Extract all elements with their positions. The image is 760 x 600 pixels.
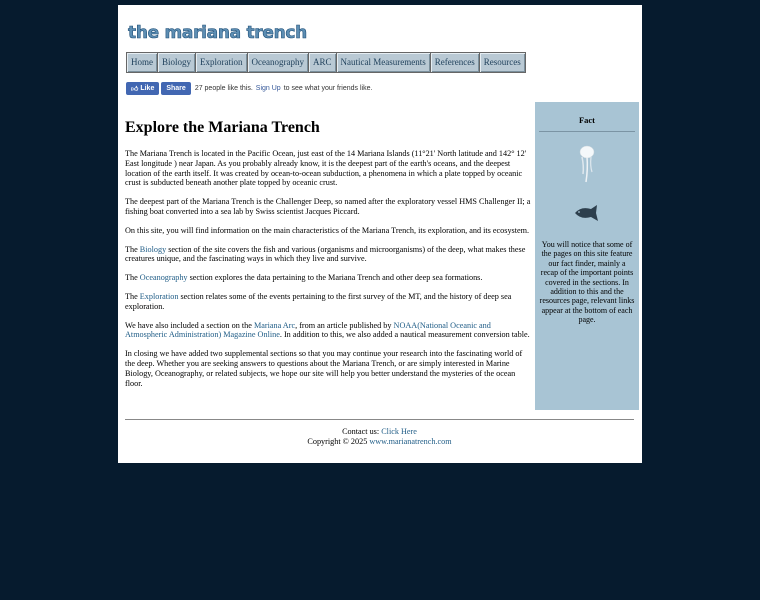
facebook-share-button[interactable]: Share <box>161 82 190 95</box>
jellyfish-icon <box>573 144 601 184</box>
thumbs-up-icon: 👍︎ <box>131 85 139 93</box>
site-url-link[interactable]: www.marianatrench.com <box>369 436 452 446</box>
intro-paragraph: The Mariana Trench is located in the Pacific Ocean, just east of the 14 Mariana Islands (11°21' North latitude and 142° 12' East longitude ) near Japan. As you probably already know, it is the deepest part of the earth's oceans, and the deepest location of the earth itself. It was created by ocean-to-ocean subduction, a phenomena in which a plate topped by oceanic crust is subducted beneath another plate topped by oceanic crust. <box>125 149 527 188</box>
biology-paragraph: The Biology section of the site covers the fish and various (organisms and microorganisms) of the deep, what makes these creatures unique, and the fascinating ways in which they live and survive. <box>125 244 526 264</box>
mariana-arc-link[interactable]: Mariana Arc <box>253 320 296 330</box>
facebook-like-button[interactable]: 👍︎ Like <box>126 82 159 95</box>
nav-biology[interactable]: Biology <box>158 53 196 72</box>
facebook-like-bar <box>126 81 372 95</box>
challenger-paragraph: The deepest part of the Mariana Trench is the Challenger Deep, so named after the exploratory vessel HMS Challenger II; a fishing boat converted into a sea lab by Swiss scientist Jacques Piccard. <box>125 197 531 216</box>
biology-link[interactable]: Biology <box>139 244 167 254</box>
nav-home[interactable]: Home <box>127 53 158 72</box>
exploration-paragraph: The Exploration section relates some of the events pertaining to the first survey of the MT, and the history of deep sea exploration. <box>125 291 512 311</box>
fact-text: You will notice that some of the pages on this site feature our fact finder, mainly a recap of the important points covered in the sections. In addition to this and the resources page, relevant links appear at the bottom of each page. <box>539 240 635 325</box>
fact-title: Fact <box>578 115 596 125</box>
nav-exploration[interactable]: Exploration <box>196 53 248 72</box>
footer <box>125 419 634 447</box>
nav-arc[interactable]: ARC <box>309 53 337 72</box>
nav-nautical-measurements[interactable]: Nautical Measurements <box>337 53 431 72</box>
fact-divider <box>539 131 635 132</box>
nav-resources[interactable]: Resources <box>480 53 525 72</box>
like-count-text: 27 people like this. <box>194 84 253 92</box>
page-title: Explore the Mariana Trench <box>125 119 320 136</box>
fact-sidebar <box>535 102 639 410</box>
fish-icon <box>573 203 601 223</box>
closing-paragraph: In closing we have added two supplemental sections so that you may continue your research into the fascinating world of the deep. Whether you are seeking answers to questions about the Mariana Trench, or are simply interested in Marine Biology, Oceanography, or related subjects, we hope our site will help you better understand the mysteries of the ocean floor. <box>125 349 523 388</box>
exploration-link[interactable]: Exploration <box>139 291 179 301</box>
copyright-line: Copyright © 2025 www.marianatrench.com <box>307 436 452 446</box>
site-overview-paragraph: On this site, you will find information on the main characteristics of the Mariana Trench, its exploration, and its ecosystem. <box>125 225 530 235</box>
main-nav <box>126 52 526 73</box>
oceanography-link[interactable]: Oceanography <box>139 273 188 283</box>
contact-link[interactable]: Click Here <box>381 427 417 436</box>
site-logo[interactable]: the mariana trench <box>128 23 307 43</box>
noaa-link[interactable]: NOAA(National Oceanic and Atmospheric Administration) Magazine Online <box>125 320 491 340</box>
signup-link[interactable]: Sign Up <box>255 84 281 92</box>
nav-references[interactable]: References <box>431 53 480 72</box>
oceanography-paragraph: The Oceanography section explores the data pertaining to the Mariana Trench and other deep sea formations. <box>125 273 483 283</box>
contact-line: Contact us: Click Here <box>342 427 417 436</box>
main-content <box>125 119 531 397</box>
signup-suffix-text: to see what your friends like. <box>283 84 373 92</box>
page-container <box>118 5 642 463</box>
nav-oceanography[interactable]: Oceanography <box>248 53 309 72</box>
arc-paragraph: We have also included a section on the Mariana Arc, from an article published by NOAA(National Oceanic and Atmospheric Administration) Magazine Online. In addition to this, we also added a nautical measurement conversion table. <box>125 320 530 340</box>
